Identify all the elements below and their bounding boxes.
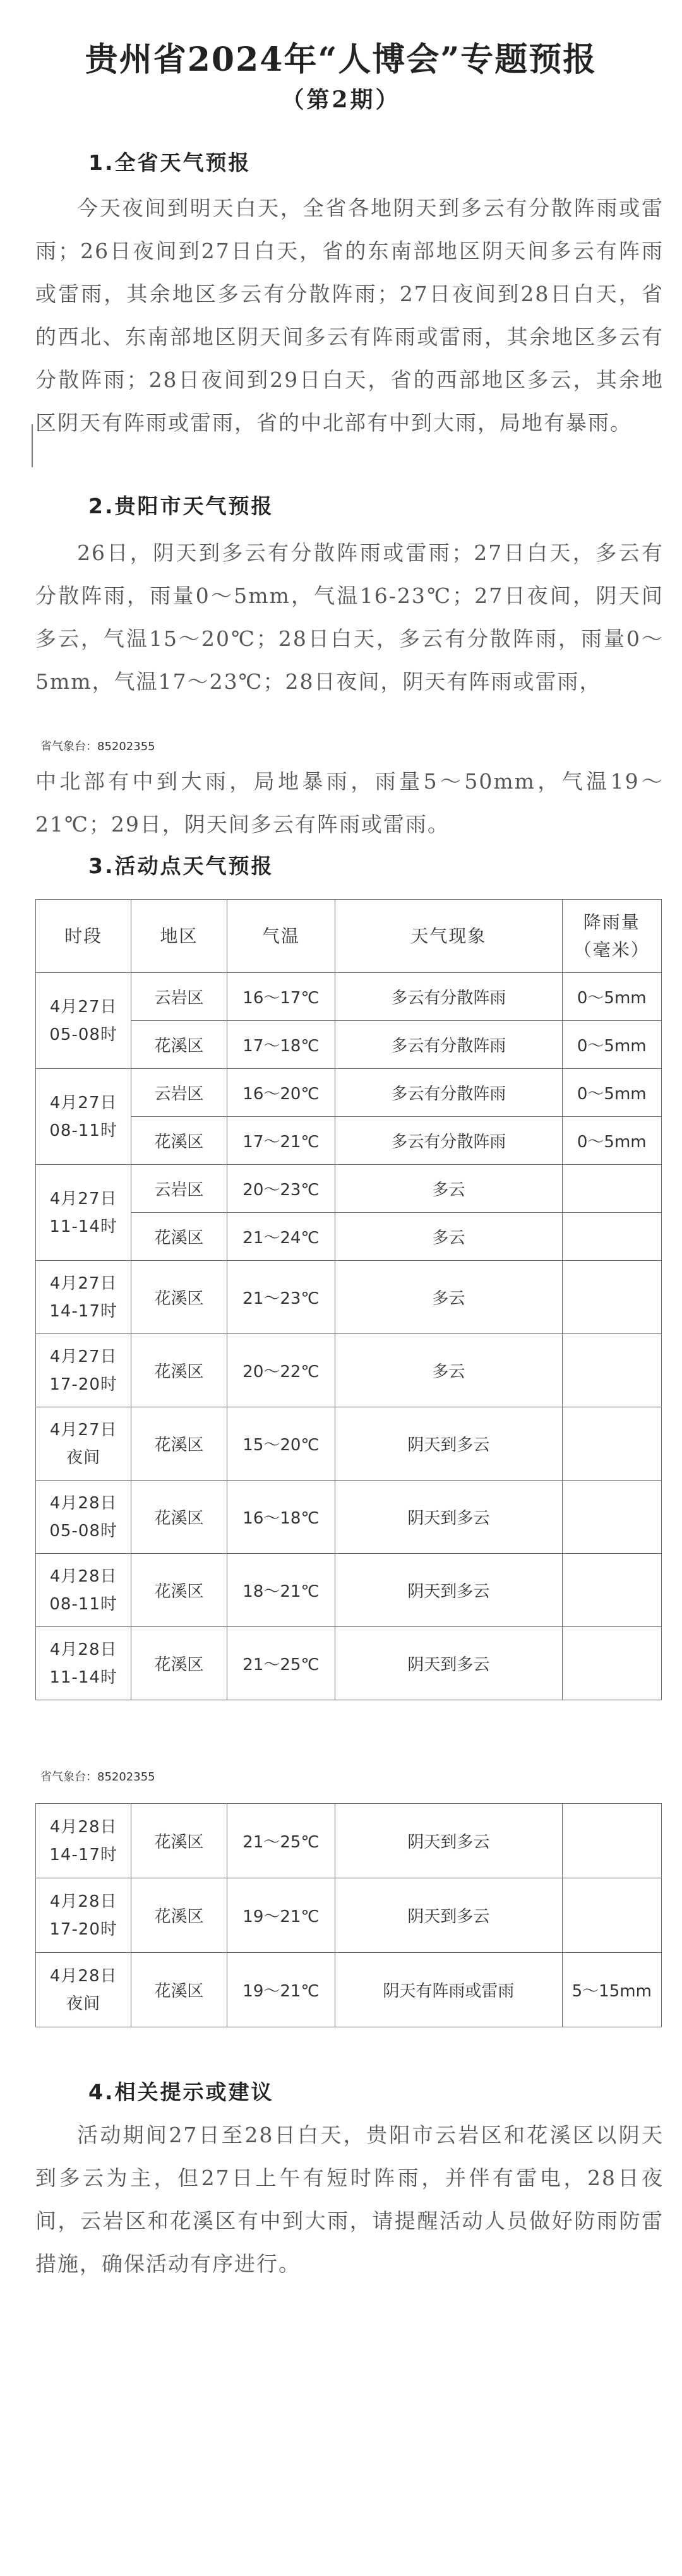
table-row xyxy=(36,1407,662,1481)
section-1-text: 今天夜间到明天白天，全省各地阴天到多云有分散阵雨或雷雨；26日夜间到27日白天，省的东南部地区阴天间多云有阵雨或雷雨，其余地区多云有分散阵雨；27日夜间到28日白天，省的西北、东南部地区阴天间多云有阵雨或雷雨，其余地区多云有分散阵雨；28日夜间到29日白天，省的西部地区多云，其余地区阴天有阵雨或雷雨，省的中北部有中到大雨，局地有暴雨。 xyxy=(35,196,664,435)
area-cell: 云岩区 xyxy=(131,973,227,1021)
weather-cell: 阴天到多云 xyxy=(335,1407,562,1481)
weather-cell: 多云有分散阵雨 xyxy=(335,1117,562,1165)
rainfall-cell xyxy=(562,1554,661,1627)
rainfall-cell xyxy=(562,1804,661,1878)
table-row xyxy=(36,1627,662,1700)
section-2-text-page2: 中北部有中到大雨，局地暴雨，雨量5～50mm，气温19～21℃；29日，阴天间多云有阵雨或雷雨。 xyxy=(35,769,664,837)
temperature-cell: 20～22℃ xyxy=(227,1334,335,1407)
text-cursor xyxy=(32,424,33,467)
temperature-cell: 21～25℃ xyxy=(227,1804,335,1878)
temperature-cell: 18～21℃ xyxy=(227,1554,335,1627)
rainfall-cell xyxy=(562,1165,661,1213)
rainfall-cell: 0～5mm xyxy=(562,1117,661,1165)
area-cell: 花溪区 xyxy=(131,1481,227,1554)
time-period-cell: 4月28日 夜间 xyxy=(36,1953,131,2027)
area-cell: 花溪区 xyxy=(131,1627,227,1700)
weather-cell: 多云 xyxy=(335,1165,562,1213)
page-footer-phone: 省气象台：85202355 xyxy=(40,1770,155,1784)
time-period-cell: 4月27日 夜间 xyxy=(36,1407,131,1481)
weather-cell: 阴天到多云 xyxy=(335,1554,562,1627)
table-row xyxy=(36,1878,662,1953)
table-header-cell: 天气现象 xyxy=(335,900,562,973)
table-header-cell: 时段 xyxy=(36,900,131,973)
area-cell: 云岩区 xyxy=(131,1165,227,1213)
table-row xyxy=(36,1165,662,1213)
time-period-cell: 4月28日 14-17时 xyxy=(36,1804,131,1878)
weather-cell: 多云 xyxy=(335,1213,562,1261)
temperature-cell: 19～21℃ xyxy=(227,1878,335,1953)
temperature-cell: 15～20℃ xyxy=(227,1407,335,1481)
time-period-cell: 4月28日 17-20时 xyxy=(36,1878,131,1953)
table-row xyxy=(36,973,662,1021)
time-period-cell: 4月27日 05-08时 xyxy=(36,973,131,1069)
weather-cell: 多云 xyxy=(335,1334,562,1407)
section-3-heading: 3.活动点天气预报 xyxy=(88,854,274,878)
temperature-cell: 20～23℃ xyxy=(227,1165,335,1213)
time-period-cell: 4月27日 08-11时 xyxy=(36,1069,131,1165)
time-period-cell: 4月28日 05-08时 xyxy=(36,1481,131,1554)
rainfall-cell xyxy=(562,1261,661,1334)
temperature-cell: 17～21℃ xyxy=(227,1117,335,1165)
temperature-cell: 16～17℃ xyxy=(227,973,335,1021)
area-cell: 花溪区 xyxy=(131,1334,227,1407)
time-period-cell: 4月28日 08-11时 xyxy=(36,1554,131,1627)
rainfall-cell: 0～5mm xyxy=(562,973,661,1021)
section-1-heading: 1.全省天气预报 xyxy=(88,150,251,175)
rainfall-cell xyxy=(562,1407,661,1481)
rainfall-cell: 0～5mm xyxy=(562,1069,661,1117)
table-header-cell: 降雨量 （毫米） xyxy=(562,900,661,973)
area-cell: 花溪区 xyxy=(131,1953,227,2027)
table-row xyxy=(36,1953,662,2027)
temperature-cell: 16～18℃ xyxy=(227,1481,335,1554)
table-row xyxy=(36,1334,662,1407)
temperature-cell: 19～21℃ xyxy=(227,1953,335,2027)
time-period-cell: 4月27日 11-14时 xyxy=(36,1165,131,1261)
weather-cell: 多云有分散阵雨 xyxy=(335,1021,562,1069)
table-row xyxy=(36,1554,662,1627)
table-header-cell: 气温 xyxy=(227,900,335,973)
weather-cell: 阴天到多云 xyxy=(335,1481,562,1554)
rainfall-cell xyxy=(562,1213,661,1261)
time-period-cell: 4月27日 14-17时 xyxy=(36,1261,131,1334)
area-cell: 花溪区 xyxy=(131,1407,227,1481)
rainfall-cell xyxy=(562,1627,661,1700)
table-row xyxy=(36,1069,662,1117)
table-row xyxy=(36,1481,662,1554)
table-header-cell: 地区 xyxy=(131,900,227,973)
table-row xyxy=(36,1261,662,1334)
temperature-cell: 21～25℃ xyxy=(227,1627,335,1700)
weather-cell: 阴天到多云 xyxy=(335,1627,562,1700)
temperature-cell: 21～23℃ xyxy=(227,1261,335,1334)
rainfall-cell xyxy=(562,1878,661,1953)
rainfall-cell xyxy=(562,1334,661,1407)
weather-cell: 多云 xyxy=(335,1261,562,1334)
area-cell: 花溪区 xyxy=(131,1261,227,1334)
time-period-cell: 4月28日 11-14时 xyxy=(36,1627,131,1700)
table-row xyxy=(36,1804,662,1878)
temperature-cell: 17～18℃ xyxy=(227,1021,335,1069)
section-4-heading: 4.相关提示或建议 xyxy=(88,2080,274,2104)
area-cell: 花溪区 xyxy=(131,1554,227,1627)
table-header-row xyxy=(36,900,662,973)
rainfall-cell: 0～5mm xyxy=(562,1021,661,1069)
document-title: 贵州省2024年“人博会”专题预报 xyxy=(85,40,597,79)
weather-cell: 多云有分散阵雨 xyxy=(335,973,562,1021)
area-cell: 云岩区 xyxy=(131,1069,227,1117)
area-cell: 花溪区 xyxy=(131,1021,227,1069)
weather-cell: 阴天到多云 xyxy=(335,1804,562,1878)
temperature-cell: 16～20℃ xyxy=(227,1069,335,1117)
section-4-text: 活动期间27日至28日白天，贵阳市云岩区和花溪区以阴天到多云为主，但27日上午有短时阵雨，并伴有雷电，28日夜间，云岩区和花溪区有中到大雨，请提醒活动人员做好防雨防雷措施，确保活动有序进行。 xyxy=(35,2123,664,2276)
weather-table-part2 xyxy=(35,1803,662,2027)
page-footer-phone: 省气象台：85202355 xyxy=(40,740,155,753)
weather-cell: 多云有分散阵雨 xyxy=(335,1069,562,1117)
area-cell: 花溪区 xyxy=(131,1213,227,1261)
time-period-cell: 4月27日 17-20时 xyxy=(36,1334,131,1407)
temperature-cell: 21～24℃ xyxy=(227,1213,335,1261)
weather-cell: 阴天到多云 xyxy=(335,1878,562,1953)
weather-table-part1 xyxy=(35,899,662,1700)
rainfall-cell: 5～15mm xyxy=(562,1953,661,2027)
section-2-heading: 2.贵阳市天气预报 xyxy=(88,494,274,518)
area-cell: 花溪区 xyxy=(131,1878,227,1953)
area-cell: 花溪区 xyxy=(131,1804,227,1878)
area-cell: 花溪区 xyxy=(131,1117,227,1165)
weather-cell: 阴天有阵雨或雷雨 xyxy=(335,1953,562,2027)
issue-number: （第2期） xyxy=(281,86,401,113)
section-2-text-page1: 26日，阴天到多云有分散阵雨或雷雨；27日白天，多云有分散阵雨，雨量0～5mm，气温16-23℃；27日夜间，阴天间多云，气温15～20℃；28日白天，多云有分散阵雨，雨量0～5mm，气温17～23℃；28日夜间，阴天有阵雨或雷雨， xyxy=(35,540,664,694)
rainfall-cell xyxy=(562,1481,661,1554)
